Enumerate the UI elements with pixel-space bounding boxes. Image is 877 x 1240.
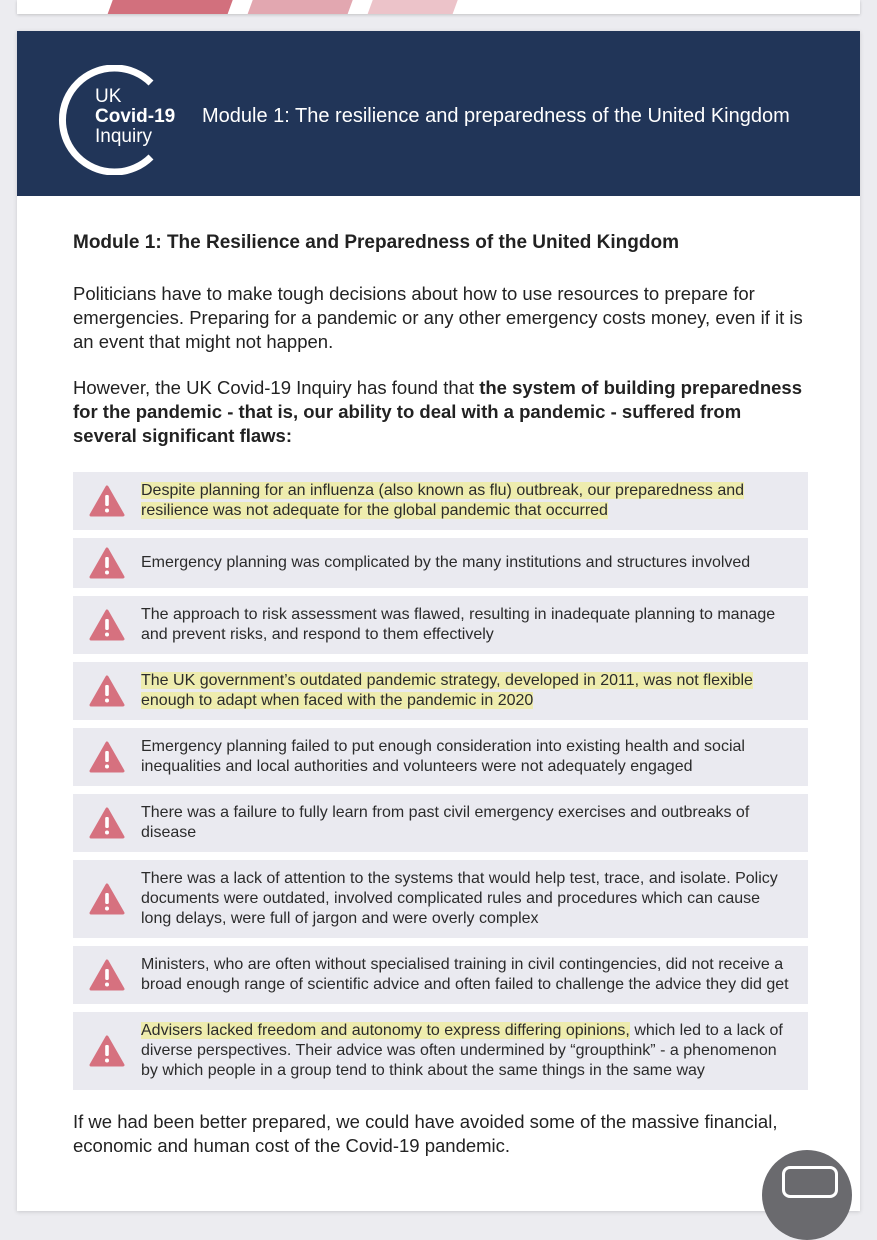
- highlighted-text: Advisers lacked freedom and autonomy to express differing opinions,: [141, 1022, 630, 1039]
- findings-bold: the system of building preparedness for the pandemic - that is, our ability to deal with a pandemic - suffered from several significant flaws:: [73, 377, 802, 446]
- decorative-stripe: [368, 0, 462, 14]
- flaw-text: [141, 737, 790, 777]
- warning-triangle-icon: [73, 741, 141, 773]
- flaw-item: [73, 728, 808, 786]
- warning-triangle-icon: [73, 1035, 141, 1067]
- warning-triangle-icon: [73, 485, 141, 517]
- flaw-text: [141, 553, 750, 573]
- warning-triangle-icon: [73, 675, 141, 707]
- previous-card-strip: [17, 0, 860, 14]
- flaw-text: [141, 803, 790, 843]
- flaw-text-body: which led to a lack of diverse perspectives. Their advice was often undermined by “groupthink” - a phenomenon by which people in a group tend to think about the same things in the same way: [141, 1022, 783, 1079]
- flaw-text: [141, 671, 790, 711]
- inquiry-logo: [95, 87, 175, 147]
- flaw-item: [73, 472, 808, 530]
- flaw-text-body: The approach to risk assessment was flawed, resulting in inadequate planning to manage and prevent risks, and respond to them effectively: [141, 606, 776, 643]
- decorative-stripe: [248, 0, 357, 14]
- flaw-text-body: Ministers, who are often without specialised training in civil contingencies, did not receive a broad enough range of scientific advice and often failed to challenge the advice they did get: [141, 956, 789, 993]
- chat-bubble-icon: [782, 1166, 838, 1198]
- flaw-item: [73, 794, 808, 852]
- warning-triangle-icon: [73, 609, 141, 641]
- flaw-text-body: There was a lack of attention to the systems that would help test, trace, and isolate. Policy documents were outdated, involved complicated rules and procedures which can cause long delays, were full of jargon and were overly complex: [141, 870, 778, 927]
- flaw-list: [73, 472, 808, 1090]
- header-title: Module 1: The resilience and preparedness of the United Kingdom: [202, 105, 790, 127]
- findings-lead: However, the UK Covid-19 Inquiry has found that: [73, 377, 480, 398]
- warning-triangle-icon: [73, 959, 141, 991]
- warning-triangle-icon: [73, 547, 141, 579]
- chat-button[interactable]: [762, 1150, 852, 1240]
- intro-paragraph: Politicians have to make tough decisions about how to use resources to prepare for emergencies. Preparing for a pandemic or any other emergency costs money, even if it is an event that might not happen.: [73, 283, 803, 352]
- logo-line-covid: Covid-19: [95, 106, 176, 127]
- conclusion-paragraph: If we had been better prepared, we could have avoided some of the massive financial, economic and human cost of the Covid-19 pandemic.: [73, 1111, 778, 1156]
- flaw-text-body: Emergency planning was complicated by the many institutions and structures involved: [141, 554, 751, 571]
- warning-triangle-icon: [73, 807, 141, 839]
- flaw-item: [73, 860, 808, 938]
- page-title: Module 1: The Resilience and Preparedness of the United Kingdom: [73, 232, 679, 253]
- flaw-item: [73, 538, 808, 588]
- flaw-item: [73, 596, 808, 654]
- flaw-item: [73, 946, 808, 1004]
- flaw-text: [141, 955, 790, 995]
- warning-triangle-icon: [73, 883, 141, 915]
- flaw-item: [73, 1012, 808, 1090]
- module-content: [73, 231, 808, 1158]
- flaw-text: [141, 605, 790, 645]
- logo-line-inquiry: Inquiry: [95, 126, 153, 147]
- flaw-item: [73, 662, 808, 720]
- flaw-text-body: There was a failure to fully learn from past civil emergency exercises and outbreaks of disease: [141, 804, 750, 841]
- flaw-text: [141, 1021, 790, 1081]
- module-header: [17, 31, 860, 196]
- highlighted-text: The UK government’s outdated pandemic strategy, developed in 2011, was not flexible enough to adapt when faced with the pandemic in 2020: [141, 672, 753, 709]
- logo-line-uk: UK: [95, 86, 122, 107]
- module-card: [17, 31, 860, 1211]
- decorative-stripe: [108, 0, 237, 14]
- flaw-text-body: Emergency planning failed to put enough consideration into existing health and social inequalities and local authorities and volunteers were not adequately engaged: [141, 738, 745, 775]
- flaw-text: [141, 869, 790, 929]
- highlighted-text: Despite planning for an influenza (also known as flu) outbreak, our preparedness and resilience was not adequate for the global pandemic that occurred: [141, 482, 745, 519]
- findings-paragraph: [73, 376, 808, 448]
- flaw-text: [141, 481, 790, 521]
